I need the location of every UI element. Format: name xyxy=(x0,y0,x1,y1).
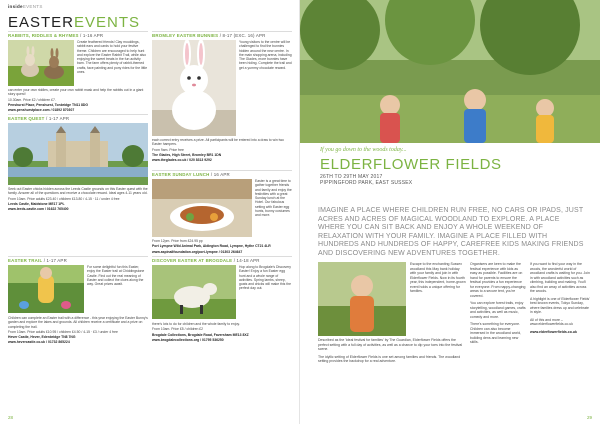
rabbits-photo xyxy=(8,40,74,86)
divider xyxy=(8,31,148,32)
lunch-photo xyxy=(152,179,252,237)
event-body-trail: For some delightful fun this Easter, enjoy the Easter trail at Chiddingstone Castle. Find out the real meaning of Easter and collect the clues along the way. Great prizes await. xyxy=(87,265,145,287)
event-title-brogdale: DISCOVER EASTER AT BROGDALE / 14-18 APR xyxy=(152,258,260,263)
feature-location: PIPPINGFORD PARK, EAST SUSSEX xyxy=(320,180,413,186)
header-section: EVENTS xyxy=(22,4,43,9)
event-body-lunch: Easter is a great time to gather together friends and family and enjoy the festivities with a great Sunday lunch at the Hotel. Our fabulous setting with Easter egg hunts, bunny costumes and more. xyxy=(255,179,292,218)
event-info-bunnies: each correct entry receives a prize. All participants will be entered into a draw to win two Easter hampers. From 9am. Price free The Glades, High Street, Bromley BR1 1DN www.theglades.co.uk / 020 8313 9292 xyxy=(152,138,284,163)
feature-date: 26TH TO 29TH MAY 2017 xyxy=(320,174,383,180)
hero-photo xyxy=(300,0,600,143)
page-title xyxy=(8,14,140,31)
header-brand: inside xyxy=(8,4,23,9)
event-info-rabbits: can enter your own riddles, create your own rabbit mask and help the rabbits out in a giant story quest! 10.30am. Price £2 / children £7. Penshurst Place, Penshurst, Tonbridge TN11 8DG www.penshurstplace.com / 01892 870307 xyxy=(8,88,144,113)
event-title-trail: EASTER TRAIL / 1-17 APR xyxy=(8,258,67,263)
event-info-brogdale: there's lots to do for children and the whole family to enjoy. From 10am. Price £5 / children £2 Brogdale Collections, Brogdale Road, Faversham ME13 8XZ www.brogdalecollections.org / 01795 536250 xyxy=(152,322,249,342)
feature-website[interactable]: www.elderflowerfields.co.uk xyxy=(530,329,577,334)
feature-kicker: If you go down to the woods today... xyxy=(320,147,407,153)
lamb-photo xyxy=(152,265,236,319)
event-body-brogdale: Hop along to Brogdale's Discovery Easter! Enjoy a fun Easter egg hunt and a whole range of activities. Spring lambs, sheep, goats and chicks will make this the perfect day out. xyxy=(239,265,292,291)
event-body-quest: Seek out Easter chicks hidden across the Leeds Castle grounds on this Easter quest with the family. Answer all of the questions and receive a chocolate reward. Ideal ages 4-11 years old. From 10am. Price adults £23.40 / children £13.80 / 4-15 · 11 / under 4 free Leeds Castle, Maidstone ME17 1PL www.leeds-castle.com / 01622 765400 xyxy=(8,187,148,212)
castle-photo xyxy=(8,123,148,185)
feature-column-1: Escape to the enchanting Sussex woodland this May bank holiday with your family and join in with Elderflower Fields. Now in its fourth year, this independent, home-grown event holds a unique offering for families. xyxy=(410,262,466,293)
title-part1: EASTER xyxy=(8,14,75,31)
event-title-rabbits: RABBITS, RIDDLES & RHYMES / 1-16 APR xyxy=(8,33,104,38)
feature-column-1-continued: Described as the 'ideal festival for families' by The Guardian, Elderflower Fields offers the perfect setting with a full day of activities, as well as a chance to dip your toes into the festival scene. The idyllic setting of Elderflower Fields is one set among families and friends. The woodland setting provides the backdrop for a real adventure. xyxy=(318,338,463,363)
event-body-bunnies: Young visitors to the centre will be challenged to find the bunnies hidden around the new centre. In the main shopping arena, including The Glades, more bunnies have been hiding. Complete the trail and get a yummy chocolate reward. xyxy=(239,40,292,70)
divider xyxy=(152,256,292,257)
left-header xyxy=(8,4,43,9)
event-info-trail: Children can complete an Easter trail with a difference - this year enjoying the Easter Bunny's garden and explore the lakes and grounds. All children receive a certificate and a prize on completing the trail. From 10am. Price adults £10.95 / children £4.50 / 4-15 · £3 / under 4 free Hever Castle, Hever, Edenbridge TN8 7NG www.hevercastle.co.uk / 01732 865224 xyxy=(8,316,148,345)
event-title-quest: EASTER QUEST / 1-17 APR xyxy=(8,116,70,121)
bunny-photo xyxy=(152,40,236,136)
divider xyxy=(152,31,292,32)
event-body-rabbits: Create feathered friends! Clay mouldings, rabbit ears and cards to hold your festive theme. Children are encouraged to help hunt and explore the Easter Rabbit Trail, while also enjoying the sweet treats in the fun activity barn. The farm offers plenty of rabbit-themed crafts, face painting and pony rides for the little ones. xyxy=(77,40,148,75)
feature-photo xyxy=(318,262,406,336)
page-number-right: 29 xyxy=(586,415,592,420)
divider xyxy=(152,170,292,171)
event-info-lunch: From 12pm. Price from £24.95 pp Port Lympne Wild Animal Park, Aldington Road, Lympne, Hythe CT21 4LR www.aspinallfoundation.org/port-lympne / 01303 264647 xyxy=(152,239,271,254)
event-title-lunch: EASTER SUNDAY LUNCH / 16 APR xyxy=(152,172,230,177)
egg-hunt-photo xyxy=(8,265,84,313)
feature-intro: IMAGINE A PLACE WHERE CHILDREN RUN FREE, NO CARS OR IPADS, JUST ACRES AND ACRES OF MAGICAL WOODLAND TO EXPLORE. A PLACE WHERE YOU CAN SIT BACK AND ENJOY A WHOLE WEEKEND OF RELAXATION WITH YOUR FAMILY. IMAGINE A PLACE FILLED WITH HUNDREDS AND HUNDREDS OF HAPPY, CAREFREE KIDS MAKING FRIENDS AND DISCOVERING NEW ADVENTURES TOGETHER. xyxy=(318,207,584,257)
feature-column-3: If you want to find your way in the woods, the wonderful world of woodland crafts is waiting for you. Join in with woodland activities such as climbing, building and making. You'll also find an array of activities across the woods. A highlight is one of Elderflower Fields' best known events, Tokyo Sunday, where families dress up and celebrate in style. All of this and more – www.elderflowerfields.co.uk www.elderflowerfields.co.uk xyxy=(530,262,590,334)
feature-title: ELDERFLOWER FIELDS xyxy=(320,156,502,173)
page-number-left: 28 xyxy=(8,415,14,420)
title-part2: EVENTS xyxy=(74,14,141,31)
divider xyxy=(8,114,148,115)
divider xyxy=(8,256,148,257)
event-title-bunnies: BROMLEY EASTER BUNNIES / 8-17 (EXC. 16) APR xyxy=(152,33,266,38)
feature-column-2: Organisers are keen to make the festival experience with kids as easy as possible. Facilities are on hand for parents to ensure the festival provides a fun experience for everyone. From nappy-changing areas to a secure tent, you're covered. You can explore forest trails, enjoy storytelling, woodland games, crafts and activities, as well as music, comedy and more. There's something for everyone. Children can also become immersed in the woodland world, building dens and learning new skills. xyxy=(470,262,526,344)
